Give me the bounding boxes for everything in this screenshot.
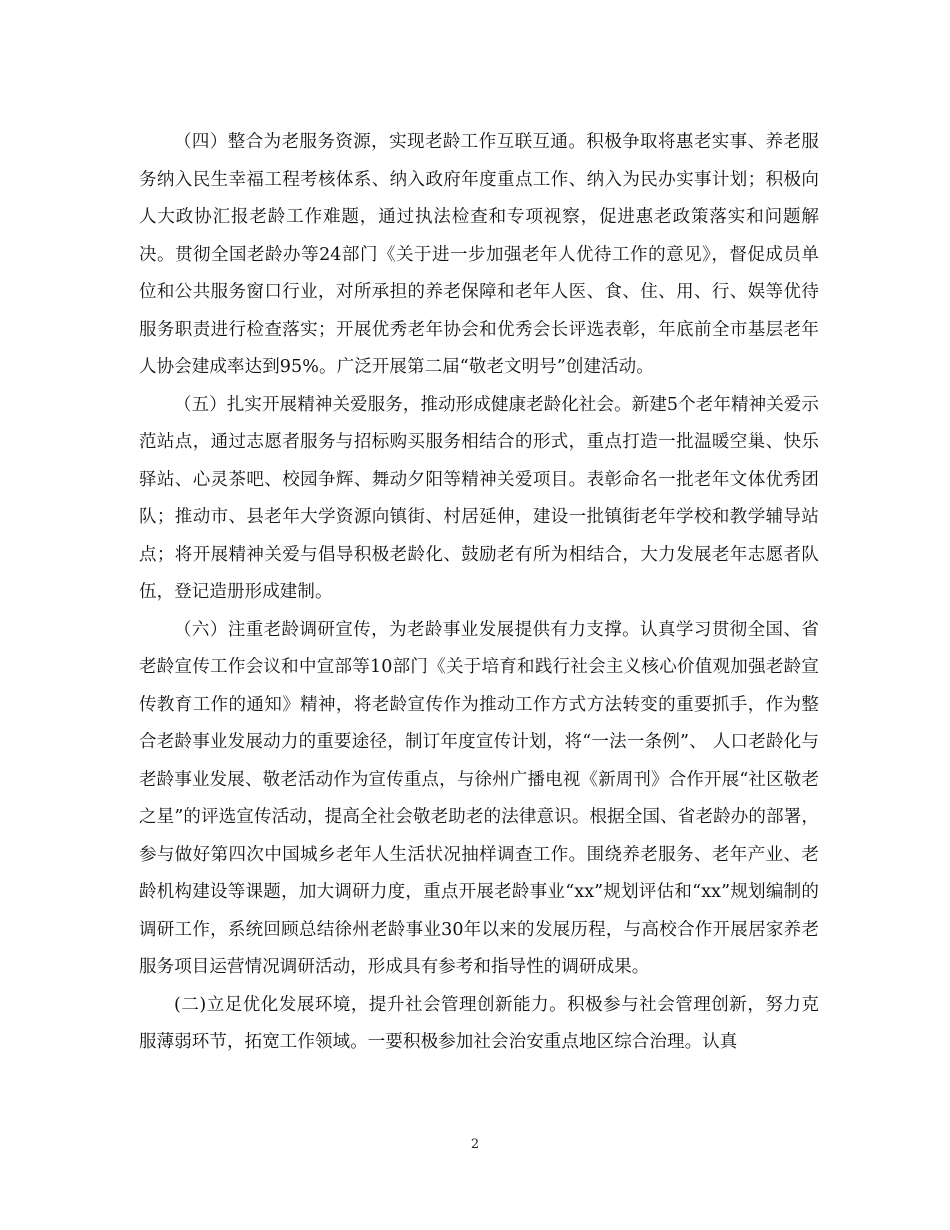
paragraph-section-4: （四）整合为老服务资源，实现老龄工作互联互通。积极争取将惠老实事、养老服务纳入民生幸福工程考核体系、纳入政府年度重点工作、纳入为民办实事计划；积极向人大政协汇报老龄工作难题，通过执法检查和专项视察，促进惠老政策落实和问题解决。贯彻全国老龄办等24部门《关于进一步加强老年人优待工作的意见》，督促成员单位和公共服务窗口行业，对所承担的养老保障和老年人医、食、住、用、行、娱等优待服务职责进行检查落实；开展优秀老年协会和优秀会长评选表彰，年底前全市基层老年人协会建成率达到95%。广泛开展第二届“敬老文明号”创建活动。 xyxy=(139,132,819,377)
page-number: 2 xyxy=(470,1137,480,1152)
paragraph-section-5: （五）扎实开展精神关爱服务，推动形成健康老龄化社会。新建5个老年精神关爱示范站点，通过志愿者服务与招标购买服务相结合的形式，重点打造一批温暖空巢、快乐驿站、心灵茶吧、校园争辉、舞动夕阳等精神关爱项目。表彰命名一批老年文体优秀团队；推动市、县老年大学资源向镇街、村居延伸，建设一批镇街老年学校和教学辅导站点；将开展精神关爱与倡导积极老龄化、鼓励老有所为相结合，大力发展老年志愿者队伍，登记造册形成建制。 xyxy=(139,394,819,602)
paragraph-section-2: (二)立足优化发展环境，提升社会管理创新能力。积极参与社会管理创新，努力克服薄弱环节，拓宽工作领域。一要积极参加社会治安重点地区综合治理。认真 xyxy=(139,994,819,1052)
paragraph-section-6: （六）注重老龄调研宣传，为老龄事业发展提供有力支撑。认真学习贯彻全国、省老龄宣传工作会议和中宣部等10部门《关于培育和践行社会主义核心价值观加强老龄宣传教育工作的通知》精神，将老龄宣传作为推动工作方式方法转变的重要抓手，作为整合老龄事业发展动力的重要途径，制订年度宣传计划，将“一法一条例”、 人口老龄化与老龄事业发展、敬老活动作为宣传重点，与徐州广播电视《新周刊》合作开展“社区敬老之星”的评选宣传活动，提高全社会敬老助老的法律意识。根据全国、省老龄办的部署，参与做好第四次中国城乡老年人生活状况抽样调查工作。围绕养老服务、老年产业、老龄机构建设等课题，加大调研力度，重点开展老龄事业“xx”规划评估和“xx”规划编制的调研工作，系统回顾总结徐州老龄事业30年以来的发展历程，与高校合作开展居家养老服务项目运营情况调研活动，形成具有参考和指导性的调研成果。 xyxy=(139,619,819,977)
document-body xyxy=(139,124,819,1062)
